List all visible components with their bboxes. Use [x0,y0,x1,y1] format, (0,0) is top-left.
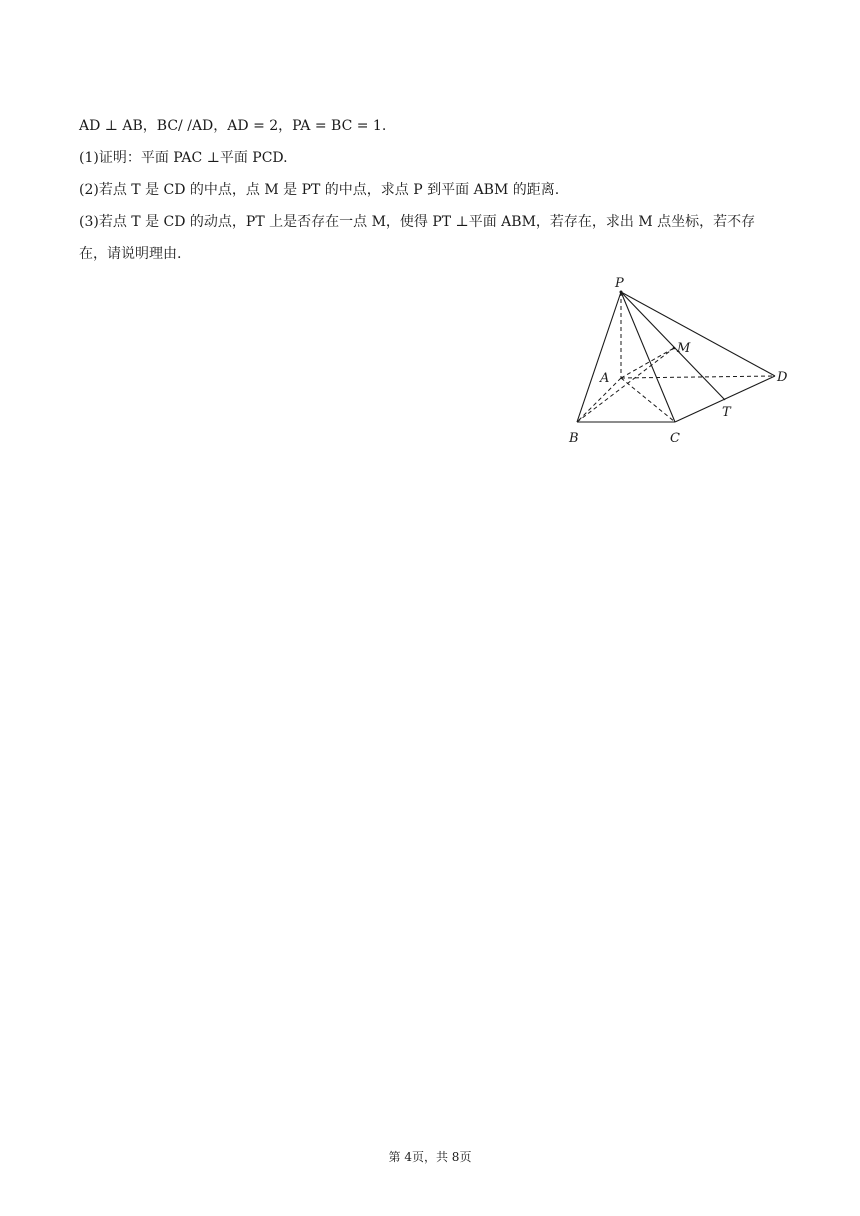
segment-AC [621,378,675,422]
question-3-line-1: (3)若点 T 是 CD 的动点，PT 上是否存在一点 M，使得 PT ⊥平面 ABM，若存在，求出 M 点坐标，若不存 [79,214,756,230]
pyramid-diagram [560,270,800,452]
pyramid-figure [560,270,800,452]
edge-PC [621,292,675,422]
segment-AM [621,348,674,378]
edge-PD [621,292,775,376]
edge-AB [577,378,621,422]
edge-AD [621,376,775,378]
question-3-line-2: 在，请说明理由. [79,246,182,262]
label-A: A [600,371,610,386]
label-T: T [722,405,731,420]
question-1: (1)证明：平面 PAC ⊥平面 PCD. [79,150,288,166]
label-D: D [777,370,788,385]
edge-PB [577,292,621,422]
problem-condition: AD ⊥ AB，BC/ /AD，AD = 2，PA = BC = 1. [79,118,387,134]
page-footer [0,1148,860,1165]
label-B: B [569,431,579,446]
problem-text [79,110,789,270]
page-indicator: 第 4页，共 8页 [388,1150,472,1164]
label-C: C [670,431,680,446]
question-2: (2)若点 T 是 CD 的中点，点 M 是 PT 的中点，求点 P 到平面 ABM 的距离. [79,182,560,198]
point-M [673,347,676,350]
label-M: M [677,341,691,356]
label-P: P [615,276,624,291]
segment-PT [621,292,725,400]
